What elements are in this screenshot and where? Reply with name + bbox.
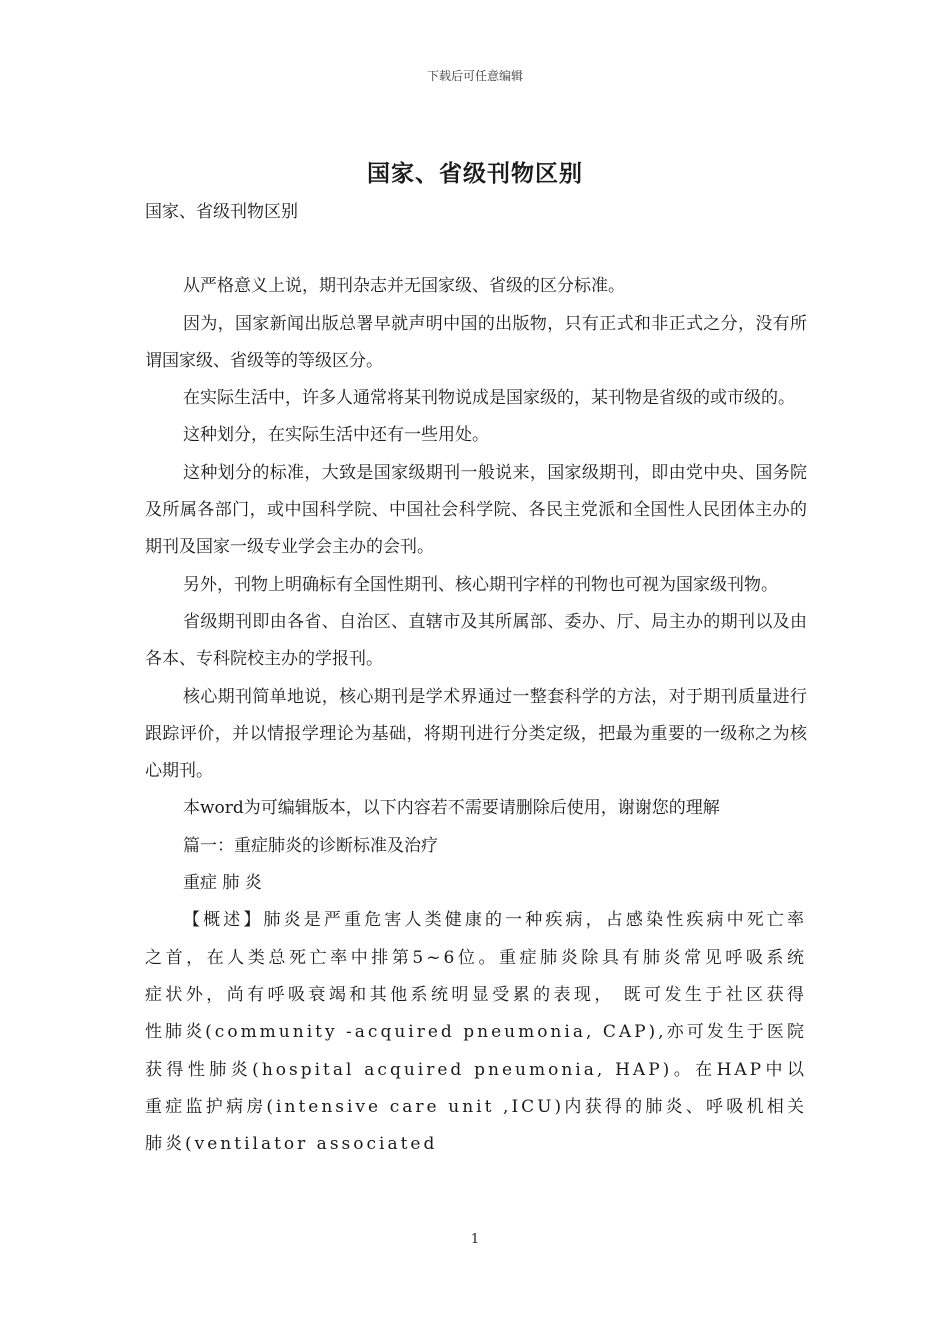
paragraph: 因为，国家新闻出版总署早就声明中国的出版物，只有正式和非正式之分，没有所谓国家级、省级等的等级区分。 <box>145 313 807 371</box>
page-number: 1 <box>470 1232 480 1247</box>
section-subheading: 重症 肺 炎 <box>183 873 262 894</box>
document-title: 国家、省级刊物区别 <box>367 160 583 187</box>
document-body <box>145 194 807 1163</box>
paragraph: 本word为可编辑版本，以下内容若不需要请删除后使用，谢谢您的理解 <box>183 798 720 819</box>
section-heading: 篇一：重症肺炎的诊断标准及治疗 <box>183 835 438 856</box>
paragraph: 从严格意义上说，期刊杂志并无国家级、省级的区分标准。 <box>183 276 625 297</box>
header-note: 下载后可任意编辑 <box>426 69 523 83</box>
document-subtitle: 国家、省级刊物区别 <box>145 202 298 222</box>
paragraph: 另外，刊物上明确标有全国性期刊、核心期刊字样的刊物也可视为国家级刊物。 <box>183 574 778 595</box>
paragraph: 省级期刊即由各省、自治区、直辖市及其所属部、委办、厅、局主办的期刊以及由各本、专科院校主办的学报刊。 <box>145 611 807 670</box>
paragraph: 这种划分的标准，大致是国家级期刊一般说来，国家级期刊，即由党中央、国务院及所属各部门，或中国科学院、中国社会科学院、各民主党派和全国性人民团体主办的期刊及国家一级专业学会主办的会刊。 <box>145 462 807 558</box>
paragraph: 【概述】肺炎是严重危害人类健康的一种疾病，占感染性疾病中死亡率之首，在人类总死亡率中排第5~6位。重症肺炎除具有肺炎常见呼吸系统症状外，尚有呼吸衰竭和其他系统明显受累的表现， 既可发生于社区获得性肺炎(community -acquired pneumonia, CAP),亦可发生于医院获得性肺炎(hospital acquired pneumonia, HAP)。在HAP中以重症监护病房(intensive care unit ,ICU)内获得的肺炎、呼吸机相关肺炎(ventilator associated <box>145 910 807 1155</box>
paragraph: 这种划分，在实际生活中还有一些用处。 <box>183 425 489 446</box>
paragraph: 在实际生活中，许多人通常将某刊物说成是国家级的，某刊物是省级的或市级的。 <box>183 388 795 409</box>
paragraph: 核心期刊简单地说，核心期刊是学术界通过一整套科学的方法，对于期刊质量进行跟踪评价，并以情报学理论为基础，将期刊进行分类定级，把最为重要的一级称之为核心期刊。 <box>145 686 807 782</box>
